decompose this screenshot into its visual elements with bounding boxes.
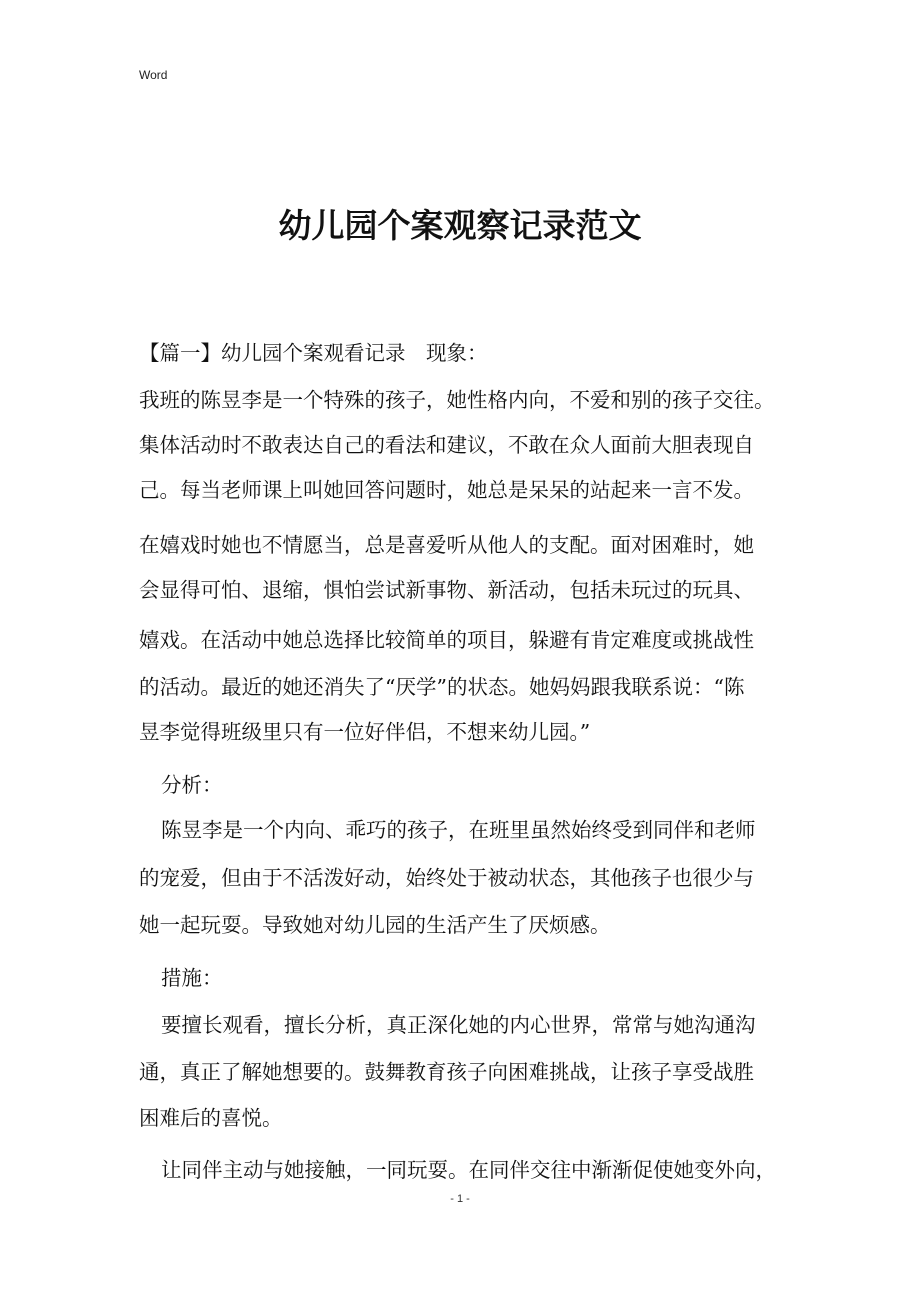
paragraph-line: 她一起玩耍。导致她对幼儿园的生活产生了厌烦感。 xyxy=(139,913,611,937)
paragraph-line: 集体活动时不敢表达自己的看法和建议，不敢在众人面前大胆表现自 xyxy=(139,433,754,457)
paragraph-line: 会显得可怕、退缩，惧怕尝试新事物、新活动，包括未玩过的玩具、 xyxy=(139,578,754,602)
paragraph-line: 要擅长观看，擅长分析，真正深化她的内心世界，常常与她沟通沟 xyxy=(161,1013,756,1037)
paragraph-line: 我班的陈昱李是一个特殊的孩子，她性格内向，不爱和别的孩子交往。 xyxy=(139,388,775,412)
paragraph-line: 让同伴主动与她接触，一同玩耍。在同伴交往中渐渐促使她变外向， xyxy=(161,1158,776,1182)
paragraph-line: 陈昱李是一个内向、乖巧的孩子，在班里虽然始终受到同伴和老师 xyxy=(161,818,756,842)
paragraph-line: 昱李觉得班级里只有一位好伴侣，不想来幼儿园。” xyxy=(139,720,591,744)
paragraph-line: 困难后的喜悦。 xyxy=(139,1106,283,1130)
page-number: - 1 - xyxy=(450,1193,470,1205)
section-heading: 分析： xyxy=(161,773,223,797)
section-heading: 措施： xyxy=(161,966,223,990)
paragraph-line: 的活动。最近的她还消失了“厌学”的状态。她妈妈跟我联系说：“陈 xyxy=(139,675,745,699)
paragraph-line: 己。每当老师课上叫她回答问题时，她总是呆呆的站起来一言不发。 xyxy=(139,478,754,502)
header-label: Word xyxy=(139,68,168,82)
paragraph-line: 【篇一】幼儿园个案观看记录 现象： xyxy=(139,341,488,365)
paragraph-line: 在嬉戏时她也不情愿当，总是喜爱听从他人的支配。面对困难时，她 xyxy=(139,533,754,557)
paragraph-line: 嬉戏。在活动中她总选择比较简单的项目，躲避有肯定难度或挑战性 xyxy=(139,628,754,652)
document-title: 幼儿园个案观察记录范文 xyxy=(278,206,642,245)
paragraph-line: 通，真正了解她想要的。鼓舞教育孩子向困难挑战，让孩子享受战胜 xyxy=(139,1060,754,1084)
paragraph-line: 的宠爱，但由于不活泼好动，始终处于被动状态，其他孩子也很少与 xyxy=(139,866,754,890)
